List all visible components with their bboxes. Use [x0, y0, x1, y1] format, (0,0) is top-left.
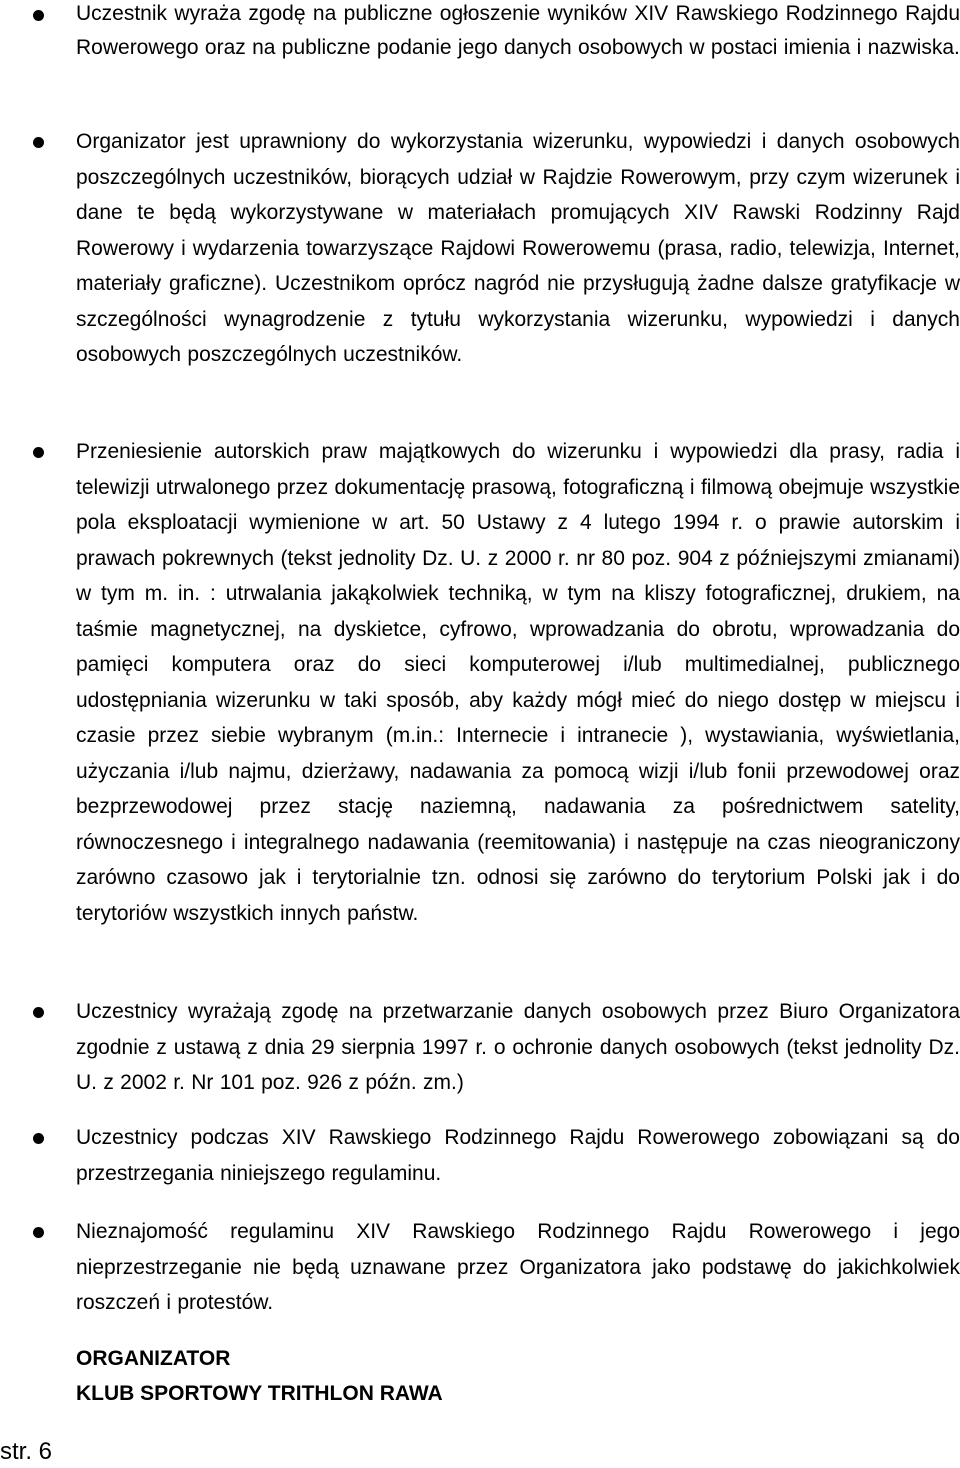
- bullet-icon: [33, 137, 44, 148]
- bullet-icon: [33, 1133, 44, 1144]
- paragraph-text: Uczestnik wyraża zgodę na publiczne ogłoszenie wyników XIV Rawskiego Rodzinnego Rajdu Rowerowego oraz na publiczne podanie jego danych osobowych w postaci imienia i nazwiska.: [76, 2, 960, 59]
- bullet-icon: [33, 1007, 44, 1018]
- bullet-icon: [33, 10, 44, 21]
- paragraph-text: Uczestnicy podczas XIV Rawskiego Rodzinnego Rajdu Rowerowego zobowiązani są do przestrzegania niniejszego regulaminu.: [76, 1126, 960, 1185]
- page-number: str. 6: [0, 1438, 53, 1465]
- paragraph-text: Organizator jest uprawniony do wykorzystania wizerunku, wypowiedzi i danych osobowych poszczególnych uczestników, biorących udział w Rajdzie Rowerowym, przy czym wizerunek i dane te będą wykorzystywane w materiałach promujących XIV Rawski Rodzinny Rajd Rowerowy i wydarzenia towarzyszące Rajdowi Rowerowemu (prasa, radio, telewizja, Internet, materiały graficzne). Uczestnikom oprócz nagród nie przysługują żadne dalsze gratyfikacje w szczególności wynagrodzenie z tytułu wykorzystania wizerunku, wypowiedzi i danych osobowych poszczególnych uczestników.: [76, 130, 960, 366]
- bullet-icon: [33, 1227, 44, 1238]
- paragraph-text: Przeniesienie autorskich praw majątkowych do wizerunku i wypowiedzi dla prasy, radia i telewizji utrwalonego przez dokumentację prasową, fotograficzną i filmową obejmuje wszystkie pola eksploatacji wymienione w art. 50 Ustawy z 4 lutego 1994 r. o prawie autorskim i prawach pokrewnych (tekst jednolity Dz. U. z 2000 r. nr 80 poz. 904 z późniejszymi zmianami) w tym m. in. : utrwalania jakąkolwiek techniką, w tym na kliszy fotograficznej, drukiem, na taśmie magnetycznej, na dyskietce, cyfrowo, wprowadzania do obrotu, wprowadzania do pamięci komputera oraz do sieci komputerowej i/lub multimedialnej, publicznego udostępniania wizerunku w taki sposób, aby każdy mógł mieć do niego dostęp w miejscu i czasie przez siebie wybranym (m.in.: Internecie i intranecie ), wystawiania, wyświetlania, użyczania i/lub najmu, dzierżawy, nadawania za pomocą wizji i/lub fonii przewodowej oraz bezprzewodowej przez stację naziemną, nadawania za pośrednictwem satelity, równoczesnego i integralnego nadawania (reemitowania) i następuje na czas nieograniczony zarówno czasowo jak i terytorialnie tzn. odnosi się zarówno do terytorium Polski jak i do terytoriów wszystkich innych państw.: [76, 440, 960, 925]
- paragraph-text: Uczestnicy wyrażają zgodę na przetwarzanie danych osobowych przez Biuro Organizatora zgodnie z ustawą z dnia 29 sierpnia 1997 r. o ochronie danych osobowych (tekst jednolity Dz. U. z 2002 r. Nr 101 poz. 926 z późn. zm.): [76, 1000, 960, 1094]
- paragraph-text: Nieznajomość regulaminu XIV Rawskiego Rodzinnego Rajdu Rowerowego i jego nieprzestrzeganie nie będą uznawane przez Organizatora jako podstawę do jakichkolwiek roszczeń i protestów.: [76, 1220, 960, 1314]
- signature-organizer-label: ORGANIZATOR: [76, 1347, 231, 1370]
- bullet-icon: [33, 447, 44, 458]
- signature-club-name: KLUB SPORTOWY TRITHLON RAWA: [76, 1382, 443, 1405]
